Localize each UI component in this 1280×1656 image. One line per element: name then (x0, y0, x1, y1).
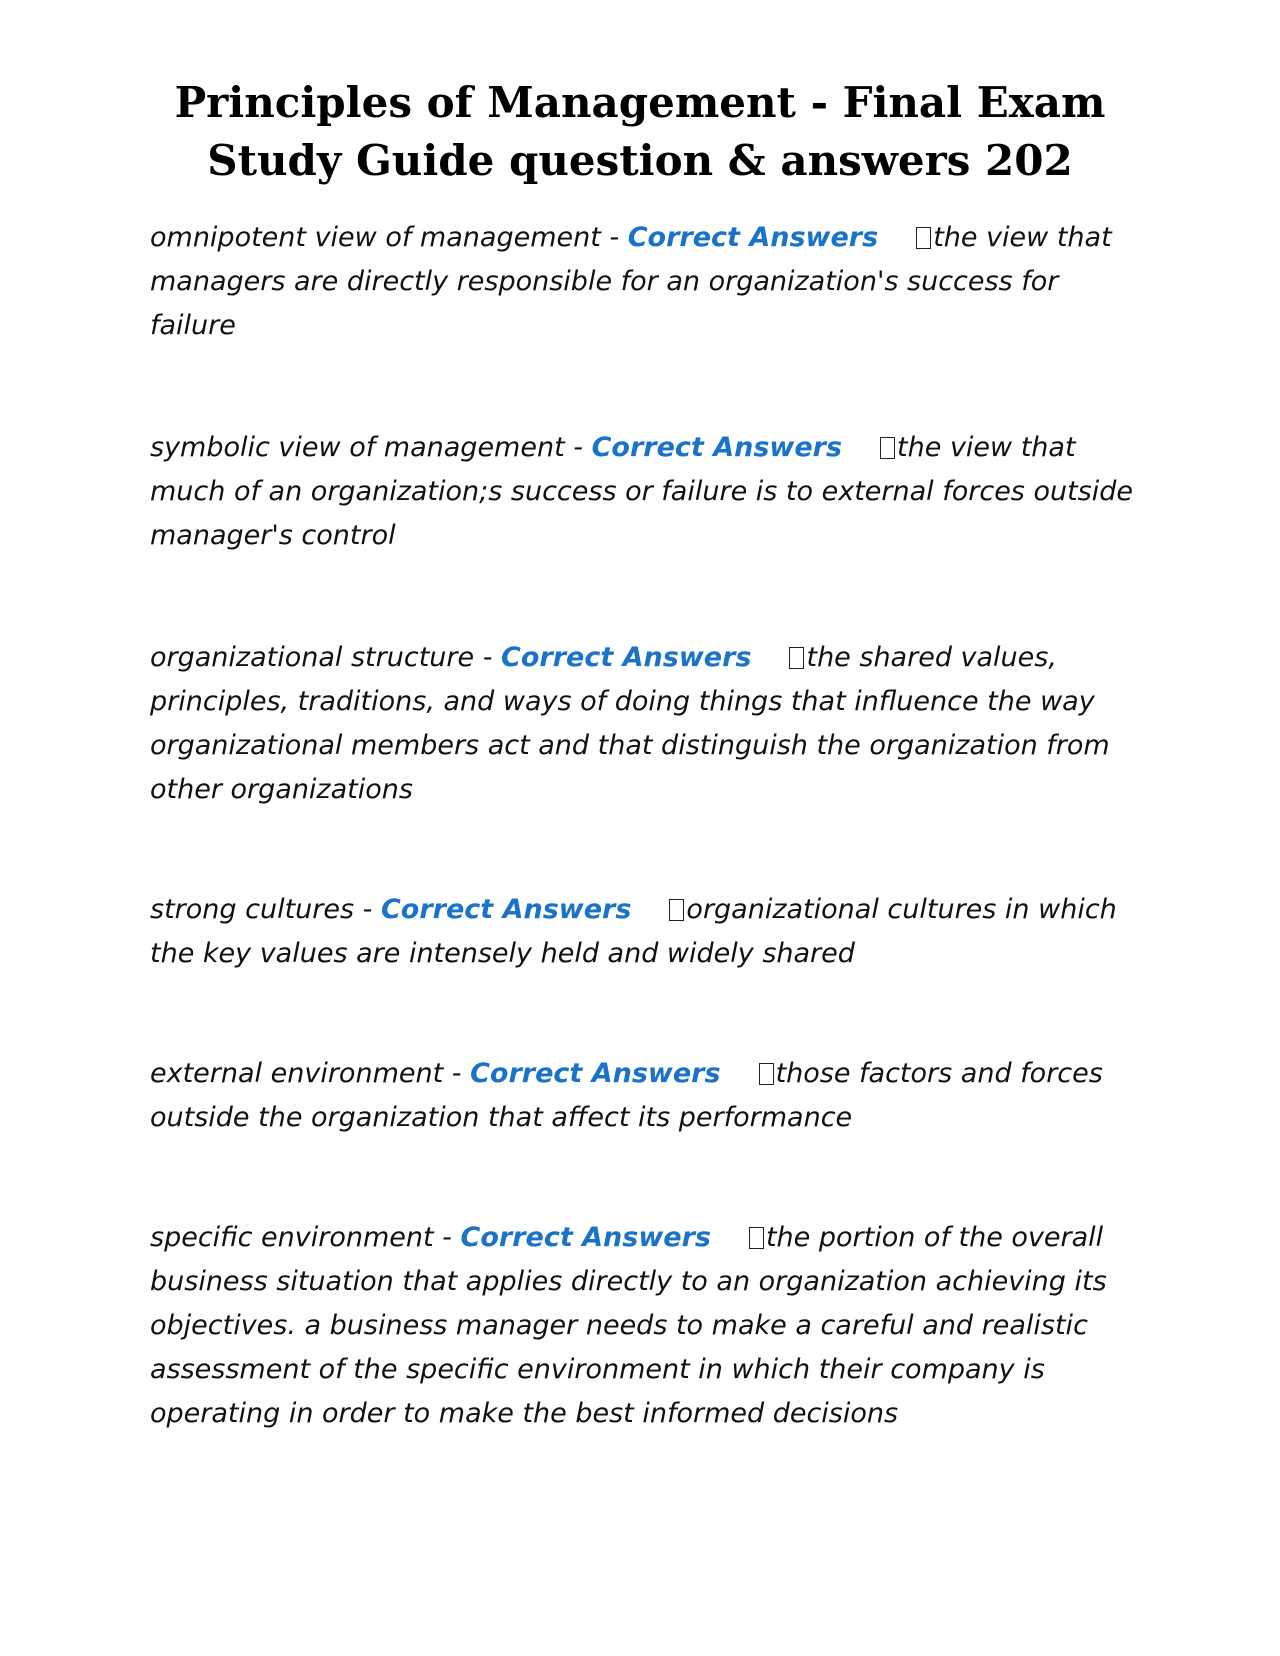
definition: the shared values, principles, traditions, and ways of doing things that influence the way organizational members act and that distinguish the organization from other organizations (150, 642, 1110, 805)
definition: the view that managers are directly responsible for an organization's success for failure (150, 222, 1112, 341)
correct-answers-label: Correct Answers (460, 1222, 711, 1253)
separator: - (433, 1222, 461, 1253)
term: symbolic view of management (150, 432, 565, 463)
definition: those factors and forces outside the organization that affect its performance (150, 1058, 1103, 1133)
separator: - (354, 894, 381, 925)
title-line-2: Study Guide question & answers 202 (207, 136, 1073, 185)
term: specific environment (150, 1222, 434, 1253)
definition: the portion of the overall business situation that applies directly to an organization achieving its objectives. a business manager needs to make a careful and realistic assessment of the specific environment in which their company is operating in order to make the best informed decisions (150, 1222, 1107, 1429)
correct-answers-label: Correct Answers (501, 642, 752, 673)
document-title (150, 74, 1130, 190)
term: external environment (150, 1058, 444, 1089)
checkbox-icon (789, 647, 804, 669)
qa-entry (150, 426, 1135, 558)
separator: - (600, 222, 628, 253)
separator: - (443, 1058, 471, 1089)
checkbox-icon (880, 437, 895, 459)
title-line-1: Principles of Management - Final Exam (174, 78, 1106, 127)
correct-answers-label: Correct Answers (380, 894, 632, 925)
checkbox-icon (916, 227, 931, 249)
qa-entry (150, 216, 1135, 348)
checkbox-icon (749, 1227, 764, 1249)
definition: organizational cultures in which the key values are intensely held and widely shared (150, 894, 1117, 969)
term: omnipotent view of management (150, 222, 601, 253)
term: organizational structure (150, 642, 475, 673)
correct-answers-label: Correct Answers (470, 1058, 721, 1089)
qa-entry (150, 888, 1135, 976)
correct-answers-label: Correct Answers (627, 222, 879, 253)
qa-entry (150, 636, 1135, 812)
qa-entry (150, 1216, 1135, 1436)
checkbox-icon (669, 899, 684, 921)
separator: - (474, 642, 502, 673)
qa-entry (150, 1052, 1135, 1140)
separator: - (564, 432, 592, 463)
definition: the view that much of an organization;s success or failure is to external forces outside manager's control (150, 432, 1133, 551)
checkbox-icon (759, 1063, 774, 1085)
term: strong cultures (150, 894, 355, 925)
correct-answers-label: Correct Answers (591, 432, 843, 463)
